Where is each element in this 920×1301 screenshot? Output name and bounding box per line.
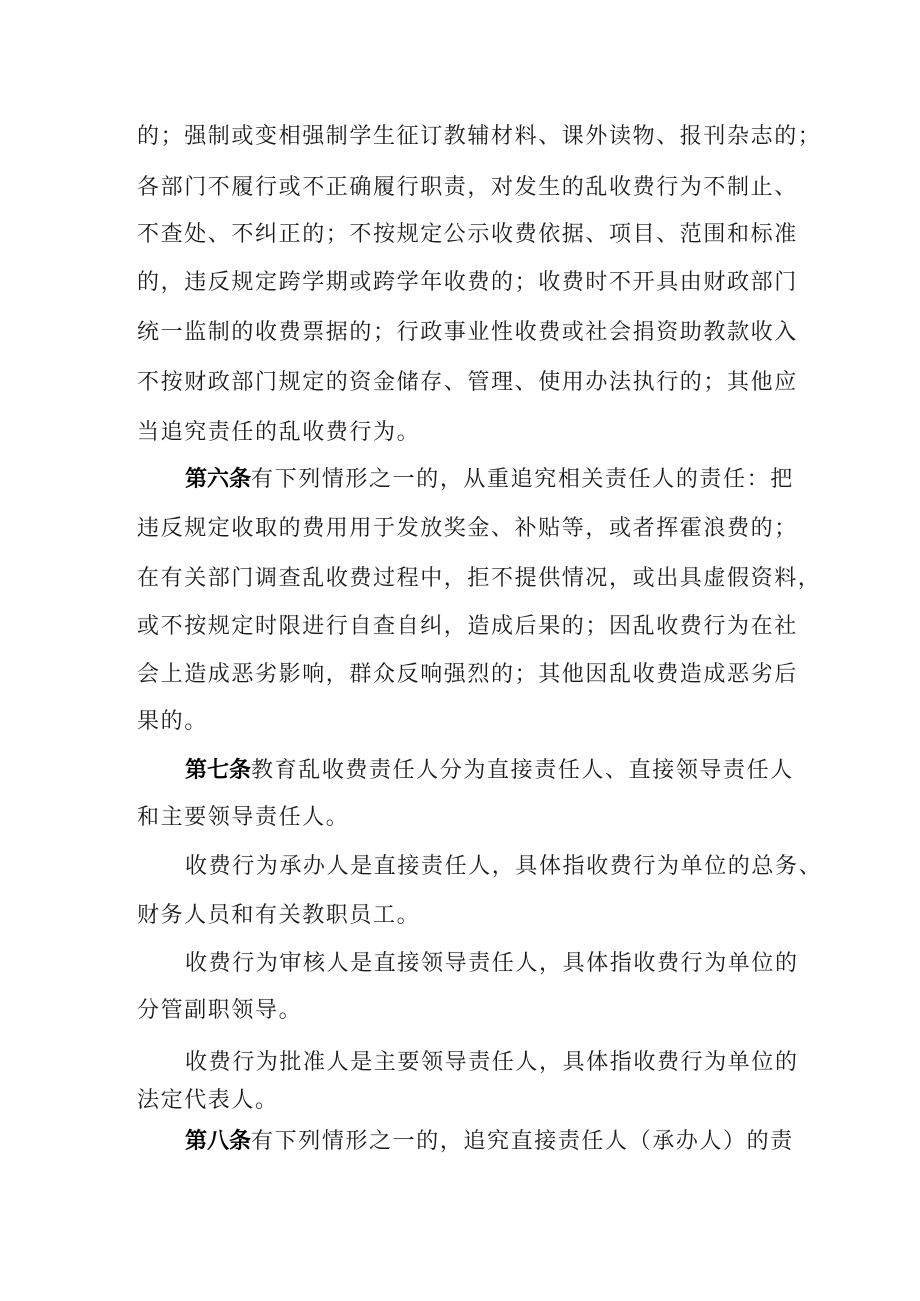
paragraph-line: 果的。 xyxy=(137,709,208,734)
paragraph-line: 法定代表人。 xyxy=(137,1088,279,1113)
paragraph-line: 违反规定收取的费用用于发放奖金、补贴等，或者挥霍浪费的； xyxy=(137,516,798,541)
paragraph-line: 收费行为承办人是直接责任人，具体指收费行为单位的总务、 xyxy=(185,854,823,879)
paragraph-line: 不按财政部门规定的资金储存、管理、使用办法执行的；其他应 xyxy=(137,370,798,395)
article-8-heading-line xyxy=(185,1127,797,1157)
paragraph-line: 会上造成恶劣影响，群众反响强烈的；其他因乱收费造成恶劣后 xyxy=(137,662,798,687)
paragraph-line: 收费行为批准人是主要领导责任人，具体指收费行为单位的 xyxy=(185,1050,799,1075)
article-7-heading-line xyxy=(185,756,797,786)
article-6-label: 第六条 xyxy=(185,467,252,492)
article-8-label: 第八条 xyxy=(185,1129,252,1154)
paragraph-line: 的，违反规定跨学期或跨学年收费的；收费时不开具由财政部门 xyxy=(137,270,798,295)
article-7-label: 第七条 xyxy=(185,758,252,783)
paragraph-line: 或不按规定时限进行自查自纠，造成后果的；因乱收费行为在社 xyxy=(137,614,798,639)
paragraph-line: 分管副职领导。 xyxy=(137,998,303,1023)
paragraph-line: 收费行为审核人是直接领导责任人，具体指收费行为单位的 xyxy=(185,951,799,976)
paragraph-line: 各部门不履行或不正确履行职责，对发生的乱收费行为不制止、 xyxy=(137,175,798,200)
paragraph-line: 在有关部门调查乱收费过程中，拒不提供情况，或出具虚假资料， xyxy=(137,566,822,591)
paragraph-line: 统一监制的收费票据的；行政事业性收费或社会捐资助教款收入 xyxy=(137,320,798,345)
paragraph-line: 不查处、不纠正的；不按规定公示收费依据、项目、范围和标准 xyxy=(137,222,798,247)
paragraph-line: 的；强制或变相强制学生征订教辅材料、课外读物、报刊杂志的； xyxy=(137,124,822,149)
paragraph-line: 和主要领导责任人。 xyxy=(137,805,350,830)
paragraph-line: 当追究责任的乱收费行为。 xyxy=(137,420,421,445)
article-6-heading-line xyxy=(185,465,797,495)
article-8-text: 有下列情形之一的，追究直接责任人（承办人）的责 xyxy=(251,1129,794,1154)
paragraph-line: 财务人员和有关教职员工。 xyxy=(137,903,421,928)
article-6-text: 有下列情形之一的，从重追究相关责任人的责任：把 xyxy=(251,467,794,492)
article-7-text: 教育乱收费责任人分为直接责任人、直接领导责任人 xyxy=(251,758,794,783)
